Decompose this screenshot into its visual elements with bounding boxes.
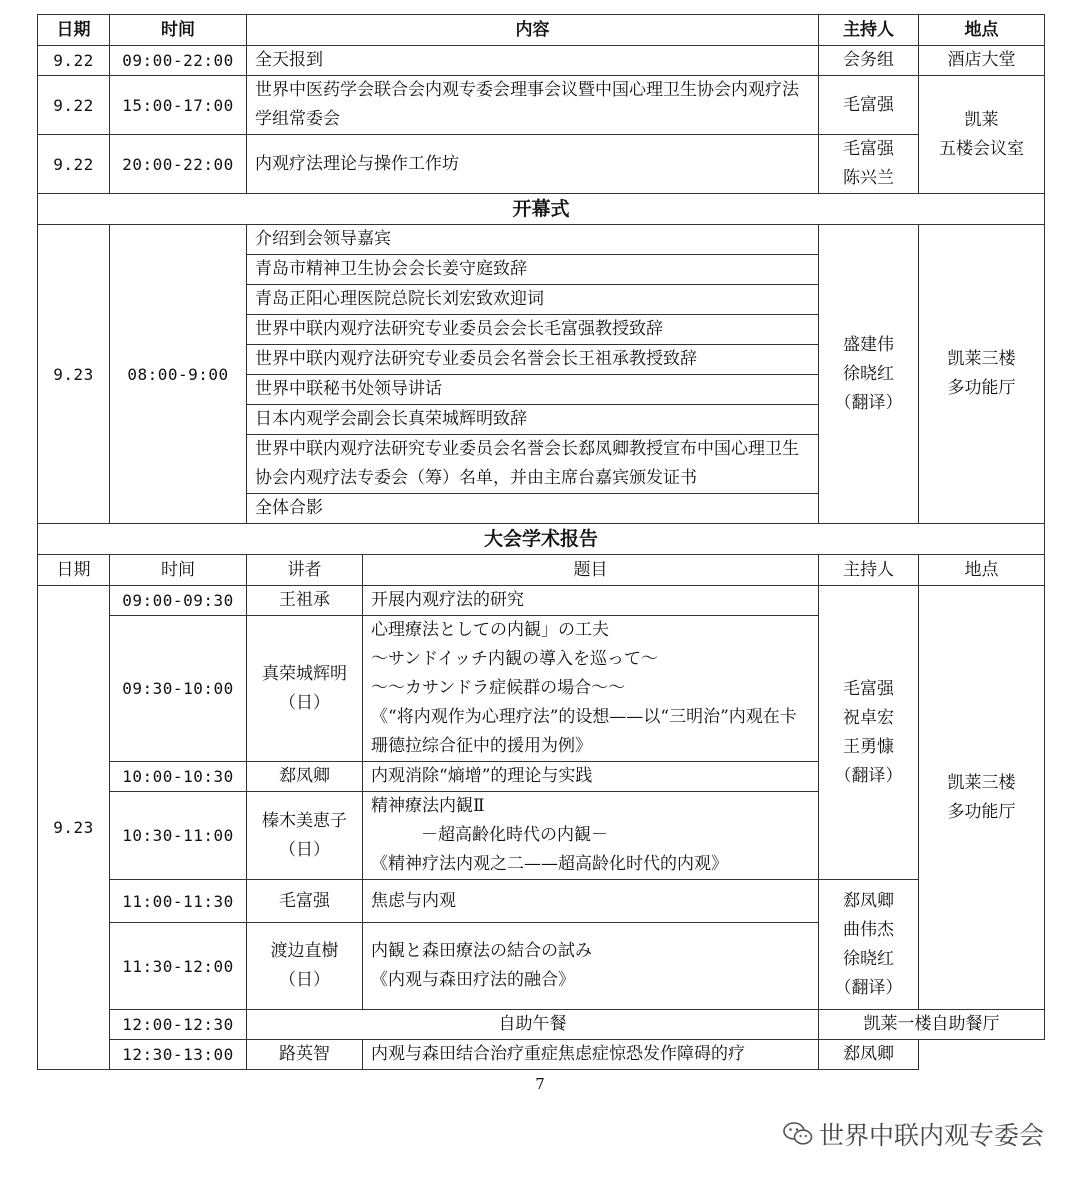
row-host: 毛富强 [819,76,919,135]
header-time: 时间 [110,555,247,586]
academic-host-1: 毛富强 祝卓宏 王勇慷 （翻译） [819,586,919,880]
topic-line: 《精神疗法内观之二——超高龄化时代的内观》 [371,854,728,874]
row-topic: 开展内观疗法的研究 [363,586,819,616]
header-date: 日期 [38,15,110,46]
academic-date: 9.23 [38,586,110,1070]
header-host: 主持人 [819,15,919,46]
lunch-label: 自助午餐 [247,1010,819,1040]
row-content: 全天报到 [247,46,819,76]
header-time: 时间 [110,15,247,46]
opening-item: 世界中联秘书处领导讲话 [247,375,819,405]
row-speaker: 王祖承 [247,586,363,616]
section-title-opening: 开幕式 [38,194,1045,225]
opening-item: 世界中联内观疗法研究专业委员会会长毛富强教授致辞 [247,315,819,345]
row-date: 9.22 [38,135,110,194]
table-row [38,225,1045,255]
row-speaker: 路英智 [247,1040,363,1070]
table-header [38,15,1045,46]
section-row [38,524,1045,555]
row-speaker: 毛富强 [247,880,363,923]
row-topic: 心理療法としての内観」の工夫 ～サンドイッチ内観の導入を巡って～ ～～カサンドラ症候群の場合～～ 《“将内观作为心理疗法”的设想——以“三明治”内观在卡珊德拉综合征中的援用为例》 [363,616,819,762]
table-header [38,555,1045,586]
header-place: 地点 [919,555,1045,586]
topic-line: －超高齢化時代の内観－ [421,825,608,845]
row-topic: 内観と森田療法の結合の試み 《内观与森田疗法的融合》 [363,923,819,1010]
watermark [783,1116,1044,1152]
row-place: 酒店大堂 [919,46,1045,76]
lunch-time: 12:00-12:30 [110,1010,247,1040]
row-topic: 内观与森田结合治疗重症焦虑症惊恐发作障碍的疗 [363,1040,819,1070]
row-time: 20:00-22:00 [110,135,247,194]
opening-item: 介绍到会领导嘉宾 [247,225,819,255]
opening-item: 青岛正阳心理医院总院长刘宏致欢迎词 [247,285,819,315]
row-time: 12:30-13:00 [110,1040,247,1070]
row-speaker: 榛木美恵子 （日） [247,792,363,880]
opening-host: 盛建伟 徐晓红 （翻译） [819,225,919,524]
row-time: 10:00-10:30 [110,762,247,792]
header-speaker: 讲者 [247,555,363,586]
opening-time: 08:00-9:00 [110,225,247,524]
table-row [38,1010,1045,1040]
academic-place: 凯莱三楼 多功能厅 [919,586,1045,1010]
opening-item: 世界中联内观疗法研究专业委员会名誉会长郄凤卿教授宣布中国心理卫生协会内观疗法专委会（筹）名单，并由主席台嘉宾颁发证书 [247,435,819,494]
table-row [38,880,1045,923]
row-host: 毛富强 陈兴兰 [819,135,919,194]
schedule-table [37,14,1045,1070]
row-time: 09:00-22:00 [110,46,247,76]
table-row [38,76,1045,135]
row-time: 11:30-12:00 [110,923,247,1010]
row-date: 9.22 [38,76,110,135]
row-topic: 焦虑与内观 [363,880,819,923]
header-content: 内容 [247,15,819,46]
wechat-icon [783,1121,813,1147]
opening-item: 青岛市精神卫生协会会长姜守庭致辞 [247,255,819,285]
schedule-sheet [37,14,1044,1070]
row-content: 内观疗法理论与操作工作坊 [247,135,819,194]
table-row [38,135,1045,194]
row-topic [363,792,819,880]
opening-item: 全体合影 [247,494,819,524]
row-topic: 内观消除“熵增”的理论与实践 [363,762,819,792]
opening-item: 世界中联内观疗法研究专业委员会名誉会长王祖承教授致辞 [247,345,819,375]
table-row [38,46,1045,76]
table-row [38,1040,1045,1070]
opening-place: 凯莱三楼 多功能厅 [919,225,1045,524]
row-date: 9.22 [38,46,110,76]
row-speaker: 真荣城辉明 （日） [247,616,363,762]
row-host: 会务组 [819,46,919,76]
header-place: 地点 [919,15,1045,46]
header-host: 主持人 [819,555,919,586]
row-speaker: 郄凤卿 [247,762,363,792]
topic-line: 精神療法内観Ⅱ [371,796,485,816]
row-place: 凯莱 五楼会议室 [919,76,1045,194]
row-speaker: 渡边直樹 （日） [247,923,363,1010]
watermark-text: 世界中联内观专委会 [818,1121,1044,1150]
table-row [38,586,1045,616]
row-host: 郄凤卿 [819,1040,919,1070]
opening-item: 日本内观学会副会长真荣城辉明致辞 [247,405,819,435]
header-topic: 题目 [363,555,819,586]
row-time: 11:00-11:30 [110,880,247,923]
page-number: 7 [535,1075,545,1093]
opening-date: 9.23 [38,225,110,524]
academic-host-2: 郄凤卿 曲伟杰 徐晓红 （翻译） [819,880,919,1010]
row-content: 世界中医药学会联合会内观专委会理事会议暨中国心理卫生协会内观疗法学组常委会 [247,76,819,135]
section-title-academic: 大会学术报告 [38,524,1045,555]
row-time: 15:00-17:00 [110,76,247,135]
header-date: 日期 [38,555,110,586]
lunch-place: 凯莱一楼自助餐厅 [819,1010,1045,1040]
section-row [38,194,1045,225]
row-time: 10:30-11:00 [110,792,247,880]
row-time: 09:30-10:00 [110,616,247,762]
row-time: 09:00-09:30 [110,586,247,616]
